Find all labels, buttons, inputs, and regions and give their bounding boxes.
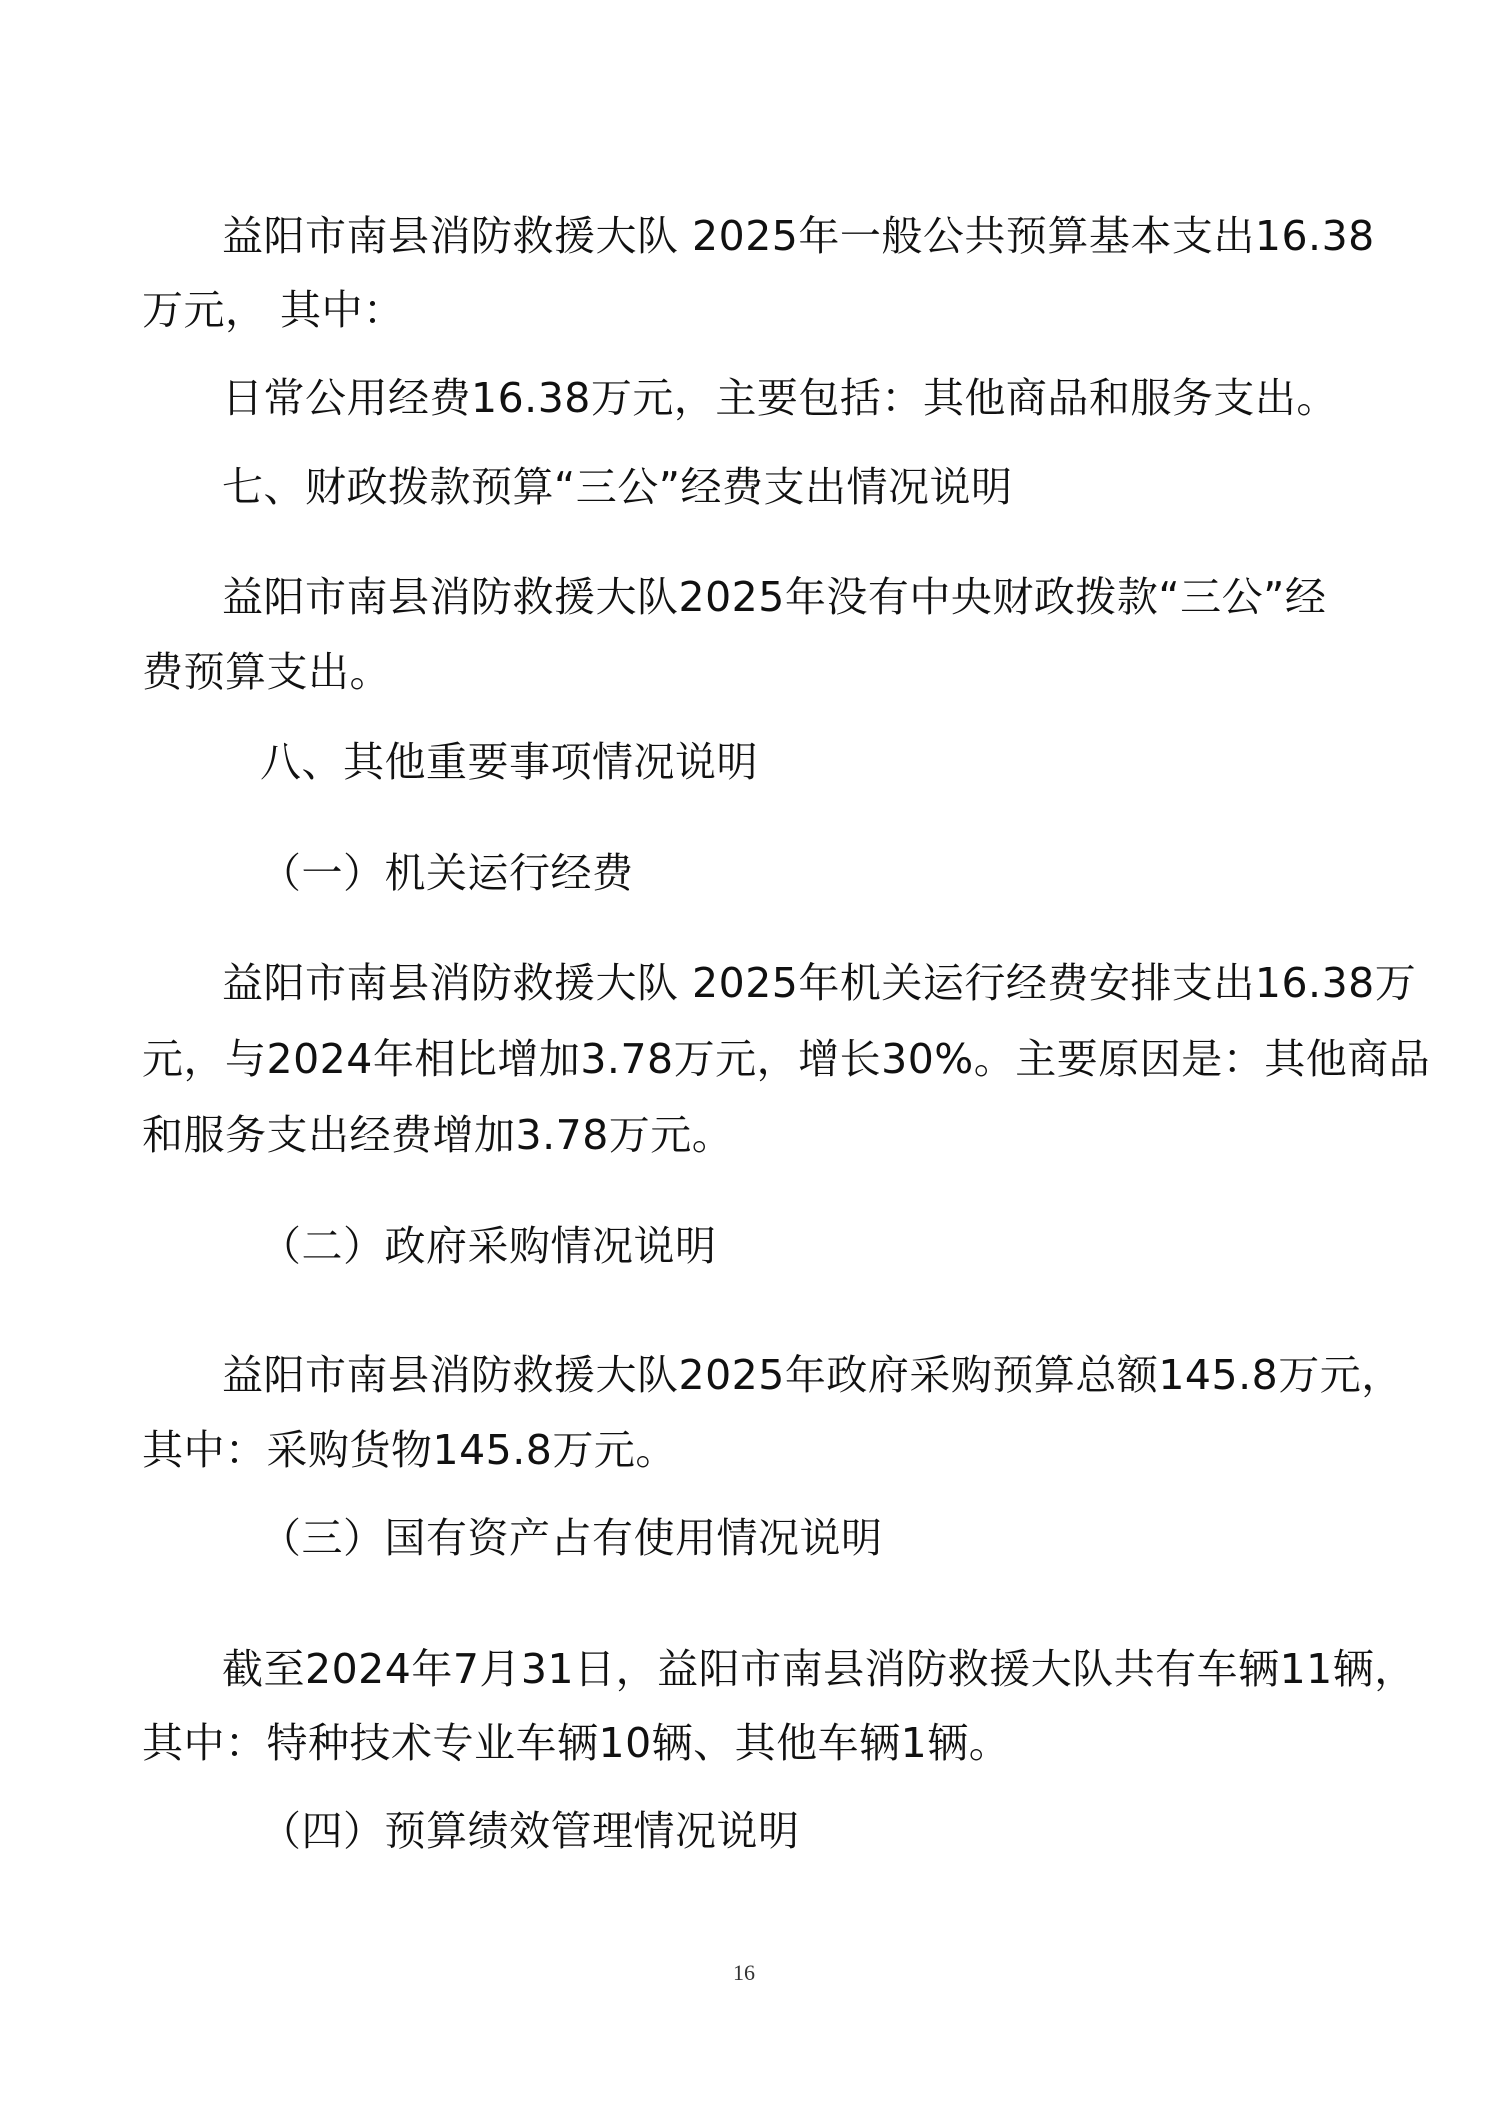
subsection-heading-2: （二）政府采购情况说明: [260, 1222, 717, 1270]
paragraph-line-10: 元，与2024年相比增加3.78万元，增长30%。主要原因是：其他商品: [142, 1035, 1431, 1083]
paragraph-line-1: 益阳市南县消防救援大队 2025年一般公共预算基本支出16.38: [222, 212, 1375, 260]
paragraph-line-16: 截至2024年7月31日，益阳市南县消防救援大队共有车辆11辆，: [222, 1645, 1416, 1693]
paragraph-line-9: 益阳市南县消防救援大队 2025年机关运行经费安排支出16.38万: [222, 959, 1417, 1007]
paragraph-line-11: 和服务支出经费增加3.78万元。: [142, 1111, 734, 1159]
subsection-heading-3: （三）国有资产占有使用情况说明: [260, 1514, 883, 1562]
subsection-heading-1: （一）机关运行经费: [260, 849, 634, 897]
subsection-heading-4: （四）预算绩效管理情况说明: [260, 1807, 800, 1855]
section-heading-8: 八、其他重要事项情况说明: [260, 738, 758, 786]
paragraph-line-17: 其中：特种技术专业车辆10辆、其他车辆1辆。: [142, 1719, 1011, 1767]
paragraph-line-5: 益阳市南县消防救援大队2025年没有中央财政拨款“三公”经: [222, 573, 1327, 621]
page-number: 16: [733, 1960, 755, 1985]
paragraph-line-3: 日常公用经费16.38万元，主要包括：其他商品和服务支出。: [222, 374, 1338, 422]
paragraph-line-13: 益阳市南县消防救援大队2025年政府采购预算总额145.8万元，: [222, 1351, 1403, 1399]
paragraph-line-6: 费预算支出。: [142, 648, 391, 696]
paragraph-line-14: 其中：采购货物145.8万元。: [142, 1426, 677, 1474]
section-heading-7: 七、财政拨款预算“三公”经费支出情况说明: [222, 463, 1013, 511]
paragraph-line-2: 万元， 其中：: [142, 286, 405, 334]
